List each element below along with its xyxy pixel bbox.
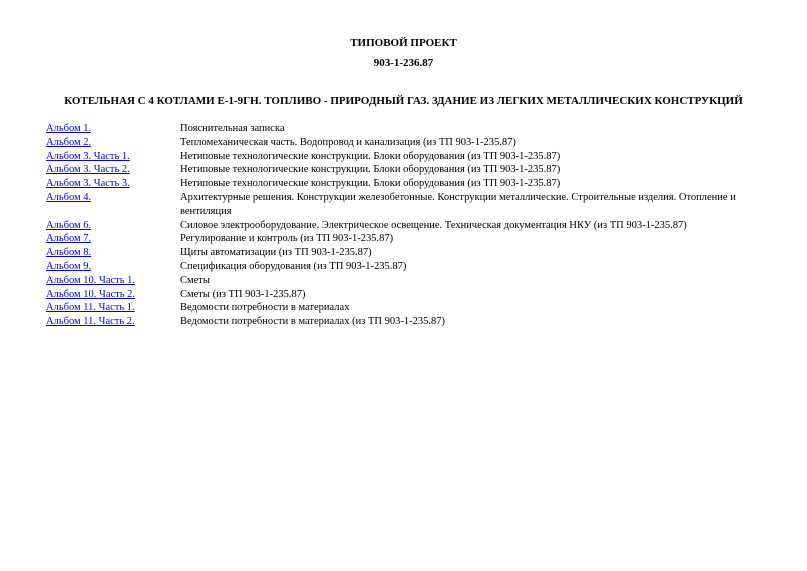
album-link[interactable]: Альбом 6. bbox=[46, 219, 92, 231]
album-row bbox=[46, 288, 770, 302]
album-description: Силовое электрооборудование. Электрическое освещение. Техническая документация НКУ (из ТП 903-1-235.87) bbox=[180, 219, 687, 231]
album-link[interactable]: Альбом 11. Часть 2. bbox=[46, 316, 135, 328]
album-row bbox=[46, 177, 770, 191]
album-description: Сметы (из ТП 903-1-235.87) bbox=[180, 288, 306, 300]
album-name-cell bbox=[46, 122, 180, 136]
album-row bbox=[46, 274, 770, 288]
album-name-cell bbox=[46, 219, 180, 233]
album-name-cell bbox=[46, 288, 180, 302]
album-description: Ведомости потребности в материалах bbox=[180, 302, 350, 314]
album-link[interactable]: Альбом 11. Часть 1. bbox=[46, 302, 135, 314]
album-name-cell bbox=[46, 246, 180, 260]
album-name-cell bbox=[46, 274, 180, 288]
album-link[interactable]: Альбом 10. Часть 2. bbox=[46, 288, 136, 300]
album-row bbox=[46, 191, 770, 219]
album-row bbox=[46, 122, 770, 136]
project-code: 903-1-236.87 bbox=[373, 57, 434, 69]
album-description: Нетиповые технологические конструкции. Блоки оборудования (из ТП 903-1-235.87) bbox=[180, 178, 561, 190]
album-description: Щиты автоматизации (из ТП 903-1-235.87) bbox=[180, 247, 372, 259]
album-row bbox=[46, 150, 770, 164]
album-row bbox=[46, 136, 770, 150]
album-row bbox=[46, 246, 770, 260]
album-name-cell bbox=[46, 136, 180, 150]
album-list bbox=[46, 122, 770, 329]
album-name-cell bbox=[46, 301, 180, 315]
album-name-cell bbox=[46, 191, 180, 219]
album-row bbox=[46, 301, 770, 315]
album-link[interactable]: Альбом 3. Часть 2. bbox=[46, 164, 130, 176]
album-link[interactable]: Альбом 9. bbox=[46, 260, 92, 272]
album-row bbox=[46, 260, 770, 274]
album-link[interactable]: Альбом 1. bbox=[46, 123, 92, 134]
album-description: Нетиповые технологические конструкции. Блоки оборудования (из ТП 903-1-235.87) bbox=[180, 150, 561, 162]
album-link[interactable]: Альбом 3. Часть 3. bbox=[46, 178, 130, 190]
album-row bbox=[46, 219, 770, 233]
album-link[interactable]: Альбом 8. bbox=[46, 247, 92, 259]
project-subtitle: КОТЕЛЬНАЯ С 4 КОТЛАМИ Е-1-9ГН. ТОПЛИВО - ПРИРОДНЫЙ ГАЗ. ЗДАНИЕ ИЗ ЛЕГКИХ МЕТАЛЛИЧЕСКИХ КОНСТРУКЦИЙ bbox=[64, 95, 743, 107]
album-row bbox=[46, 315, 770, 329]
album-link[interactable]: Альбом 2. bbox=[46, 136, 92, 148]
album-link[interactable]: Альбом 10. Часть 1. bbox=[46, 274, 136, 286]
album-name-cell bbox=[46, 315, 180, 329]
album-link[interactable]: Альбом 4. bbox=[46, 191, 92, 203]
album-row bbox=[46, 163, 770, 177]
album-description: Архитектурные решения. Конструкции железобетонные. Конструкции металлические. Строительные изделия. Отопление и вентиляция bbox=[180, 191, 736, 217]
document-title: ТИПОВОЙ ПРОЕКТ bbox=[350, 37, 457, 49]
album-name-cell bbox=[46, 150, 180, 164]
album-name-cell bbox=[46, 260, 180, 274]
album-link[interactable]: Альбом 7. bbox=[46, 233, 92, 245]
album-description: Спецификация оборудования (из ТП 903-1-235.87) bbox=[180, 260, 407, 272]
album-description: Тепломеханическая часть. Водопровод и канализация (из ТП 903-1-235.87) bbox=[180, 136, 516, 148]
album-name-cell bbox=[46, 232, 180, 246]
album-description: Ведомости потребности в материалах (из ТП 903-1-235.87) bbox=[180, 316, 445, 328]
album-description: Пояснительная записка bbox=[180, 123, 285, 134]
album-description: Сметы bbox=[180, 274, 210, 286]
album-description: Регулирование и контроль (из ТП 903-1-235.87) bbox=[180, 233, 394, 245]
album-name-cell bbox=[46, 177, 180, 191]
album-link[interactable]: Альбом 3. Часть 1. bbox=[46, 150, 130, 162]
album-description: Нетиповые технологические конструкции. Блоки оборудования (из ТП 903-1-235.87) bbox=[180, 164, 561, 176]
album-list-body bbox=[46, 122, 770, 329]
album-name-cell bbox=[46, 163, 180, 177]
album-row bbox=[46, 232, 770, 246]
